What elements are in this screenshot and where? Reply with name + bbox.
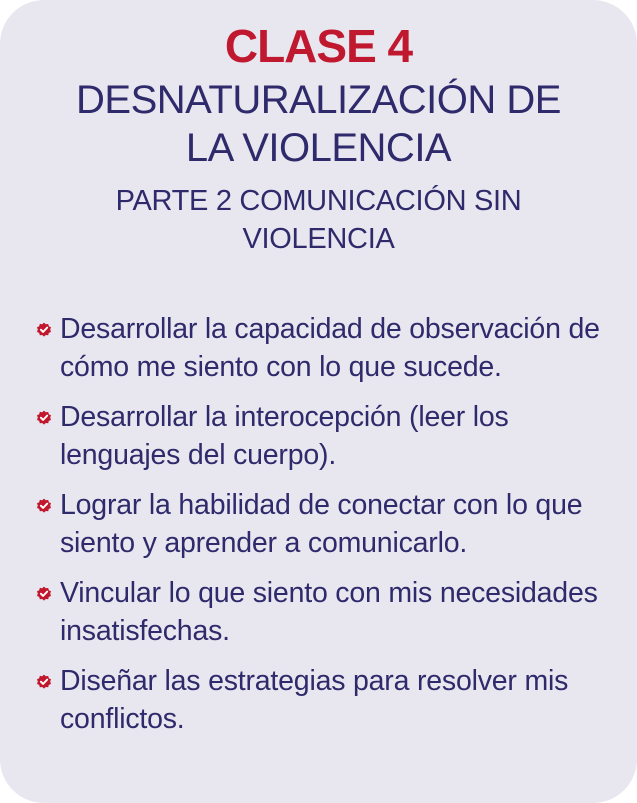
objective-item [36, 486, 616, 562]
objective-text: Diseñar las estrategias para resolver mis conflictos. [60, 665, 569, 735]
check-badge-icon [36, 586, 52, 602]
lesson-subtitle: PARTE 2 COMUNICACIÓN SIN VIOLENCIA [115, 185, 522, 255]
objective-text: Desarrollar la interocepción (leer los lenguajes del cuerpo). [60, 401, 509, 471]
objective-text: Lograr la habilidad de conectar con lo que siento y aprender a comunicarlo. [60, 489, 583, 559]
lesson-title: DESNATURALIZACIÓN DE LA VIOLENCIA [76, 78, 561, 170]
check-badge-icon [36, 410, 52, 426]
objective-item [36, 574, 616, 650]
card-header [0, 18, 637, 258]
class-number-label: CLASE 4 [224, 20, 413, 72]
objective-item [36, 310, 616, 386]
objective-item [36, 398, 616, 474]
check-badge-icon [36, 322, 52, 338]
objective-text: Desarrollar la capacidad de observación de cómo me siento con lo que sucede. [60, 313, 600, 383]
objectives-list [36, 310, 616, 750]
objective-item [36, 662, 616, 738]
check-badge-icon [36, 674, 52, 690]
objective-text: Vincular lo que siento con mis necesidades insatisfechas. [60, 577, 598, 647]
check-badge-icon [36, 498, 52, 514]
